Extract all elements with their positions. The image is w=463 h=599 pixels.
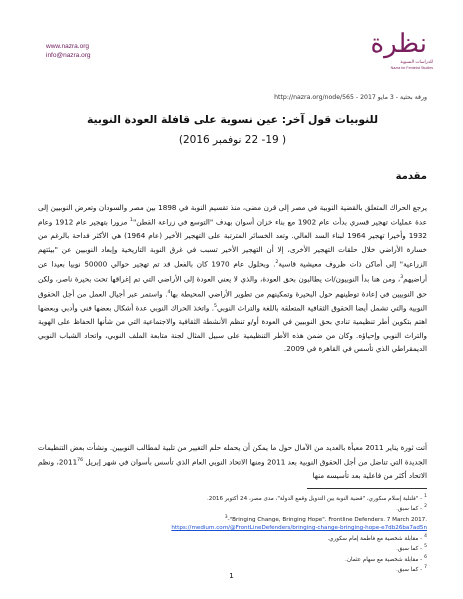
paragraph-revolution [38,441,427,483]
para1-text-b: مرورا بتهجير عام 1912 وعام 1932 وأخيرا تهجير 1964 لبناء السد العالي. وتعد الخسائر المترتبة على التهجير الأخير (عام 1964) هي الأكثر فداحة بالرغم من خسارة الأراضي خلال حلقات التهجير الأخرى، إلا أن التهجير الأخير تسبب في غرق النوبة التاريخية وإبعاد النوبيين عن "بيئتهم الزراعية" إلى أماكن ذات ظروف معيشية قاسية [38,217,428,269]
contact-info [46,42,91,60]
footnote-3-link[interactable]: https://medium.com/@FrontLineDefenders/bringing-change-bringing-hope-e7db26ba7ad5n [171,525,427,532]
para1-text-a: يرجع الحراك المتعلق بالقضية النوبية في مصر إلى قرن مضى، منذ تقسيم النوبة في 1898 بين مصر والسودان وتعرض النوبيين إلى عدة عمليات تهجير قسري بدأت عام 1902 مع بناء خزان أسوان بهدف "التوسع في زراعة القطن" [38,203,427,227]
footnote-3: $^3$-"Bringing Change, Bringing Hope". Frontline Defenders. 7 March 2017. [224,514,427,523]
logo-mark: نظرة [370,29,427,59]
section-heading: مقدمة [395,171,427,182]
footnote-ref-7[interactable]: 7 [77,458,81,464]
footnote-ref-6[interactable]: 6 [80,458,84,464]
page-number: 1 [229,571,234,580]
nazra-logo [370,29,433,82]
footnote-ref-3[interactable]: 3 [400,274,404,280]
para2-text-a: أتت ثورة يناير 2011 معبأة بالعديد من الآمال حول ما يمكن أن يحمله حلم التغيير من تلبية لمطالب النوبيين. ونشأت بعض التنظيمات الجديدة التي تناضل من أجل الحقوق النوبية بعد 2011 ومنها الاتحاد النوبي العام الذي تأسس بأسوان في شهر إبريل 2011 [38,443,427,467]
footnote-divider [307,488,427,489]
para1-text-d: ، ومن هنا بدأ النوبيون/ات يطالبون بحق العودة، والذي لا يعني العودة إلى الأراضي التي تم إغراقها تحت بحيرة ناصر، ولكن حق النوبيين في إعادة توطينهم حول البحيرة وتمكينهم من تطوير الأراضي المحيطة بها [38,274,427,298]
logo-subtitle-en: Nazra for Feminist Studies [390,66,433,70]
paper-reference: ورقة بحثية - 3 مايو 2017 - http://nazra.org/node/565 [274,94,427,101]
para1-text-c: . وبحلول عام 1970 كان بالفعل قد تم تهجير حوالي 50000 نوبيا بعيدا عن أراضيهم [38,259,427,284]
footnotes [38,493,427,575]
para1-text-e: . واستمر عبر أجيال العمل من أجل الحقوق النوبية والتي تشمل أيضا الحقوق الثقافية المتعلقة باللغة والتراث النوبي [38,289,427,313]
logo-subtitle-ar: للدراسات النسوية [400,60,433,65]
footnote-7: $^7$- كما سبق. [396,565,427,574]
page-title: للنوبيات قول آخر: عين نسوية على قافلة العودة النوبية [86,113,379,126]
para1-text-f: . واتخذ الحراك النوبي عدة أشكال بعضها فني وأدبي وبعضها اهتم بتكوين أطر تنظيمية تنادي بحق النوبيين في العودة أو/و تنظم الأنشطة الثقافية والاجتماعية التي من شأنها الحفاظ على الهوية والتراث النوبي وإحياؤه. وكان من ضمن هذه الأطر التنظيمية على سبيل المثال لجنة متابعة الملف النوبي، واتحاد الشباب النوبي الديمقراطي الذي تأسس في القاهرة في 2009. [38,303,427,354]
footnote-6: $^6$- مقابلة شخصية مع سهام عثمان. [345,554,427,563]
footnote-5: $^5$- كما سبق. [396,544,427,553]
footnote-4: $^4$- مقابلة شخصية مع فاطمة إمام سكوري. [327,533,427,542]
paragraph-intro [38,201,427,355]
event-dates: ( 19- 22 نوفمبر 2016) [178,134,287,146]
footnote-1: $^1$- "فلنلبة إسلام سكوري، "قضية النوبة بين التدويل وقمع الدولة"، مدى مصر، 24 أكتوبر 2016. [207,494,427,502]
footnote-ref-4[interactable]: 4 [167,289,171,295]
website-link[interactable]: www.nazra.org [46,43,89,50]
footnote-ref-2[interactable]: 2 [275,260,279,266]
footnote-ref-1[interactable]: 1 [130,218,133,224]
para2-text-b: ، ونظم الاتحاد أكثر من فاعلية بعد تأسيسه منها [38,457,427,481]
email-link[interactable]: info@nazra.org [46,52,91,59]
footnote-2: $^2$- كما سبق. [396,504,427,513]
page-header [34,30,433,80]
footnote-ref-5[interactable]: 5 [214,304,217,310]
